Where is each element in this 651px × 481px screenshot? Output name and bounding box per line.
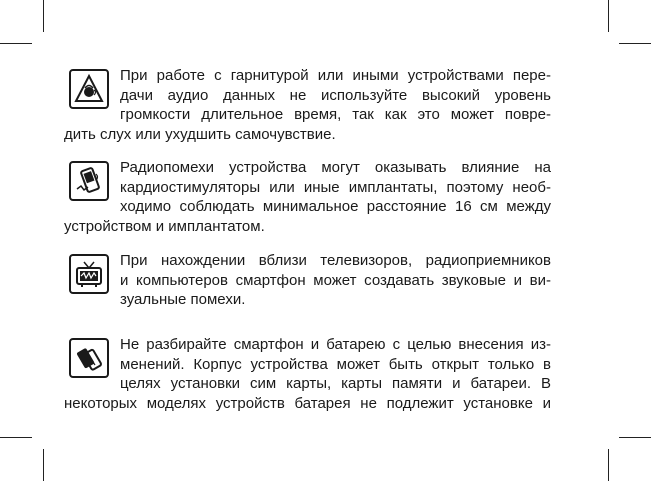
- safety-paragraph-hearing: [64, 66, 551, 144]
- text-line: дачи аудио данных не используйте высокий уровень: [120, 86, 551, 104]
- no-disassembly-icon: [69, 338, 109, 378]
- text-line: зуальные помехи.: [120, 291, 246, 308]
- safety-paragraph-tv: [64, 251, 551, 310]
- crop-mark: [608, 449, 609, 481]
- crop-mark: [0, 43, 32, 44]
- crop-mark: [619, 437, 651, 438]
- crop-mark: [43, 0, 44, 32]
- phone-pacemaker-icon: [69, 161, 109, 201]
- text-line: и компьютеров смартфон может создавать звуковые и ви-: [120, 271, 551, 289]
- crop-mark: [43, 449, 44, 481]
- text-line: некоторых моделях устройств батарея не подлежит установке и: [64, 394, 551, 412]
- crop-mark: [619, 43, 651, 44]
- text-line: кардиостимуляторы или иные имплантаты, поэтому необ-: [120, 178, 551, 196]
- safety-paragraph-disassembly: [64, 335, 551, 413]
- warning-hearing-icon: [69, 69, 109, 109]
- text-line: При нахождении вблизи телевизоров, радиоприемников: [120, 252, 551, 269]
- safety-paragraph-pacemaker: [64, 158, 551, 236]
- text-line: дить слух или ухудшить самочувствие.: [64, 125, 336, 143]
- crop-mark: [0, 437, 32, 438]
- crop-mark: [608, 0, 609, 32]
- tv-interference-icon: [69, 254, 109, 294]
- text-line: громкости длительное время, так как это может повре-: [120, 106, 551, 123]
- text-line: Не разбирайте смартфон и батарею с целью внесения из-: [120, 336, 551, 353]
- text-line: При работе с гарнитурой или иными устройствами пере-: [120, 67, 551, 84]
- text-line: устройством и имплантатом.: [64, 217, 265, 235]
- text-line: целях установки сим карты, карты памяти и батареи. В: [120, 375, 551, 392]
- text-line: Радиопомехи устройства могут оказывать влияние на: [120, 159, 551, 176]
- text-line: менений. Корпус устройства может быть открыт только в: [120, 355, 551, 373]
- text-line: ходимо соблюдать минимальное расстояние 16 см между: [120, 198, 551, 215]
